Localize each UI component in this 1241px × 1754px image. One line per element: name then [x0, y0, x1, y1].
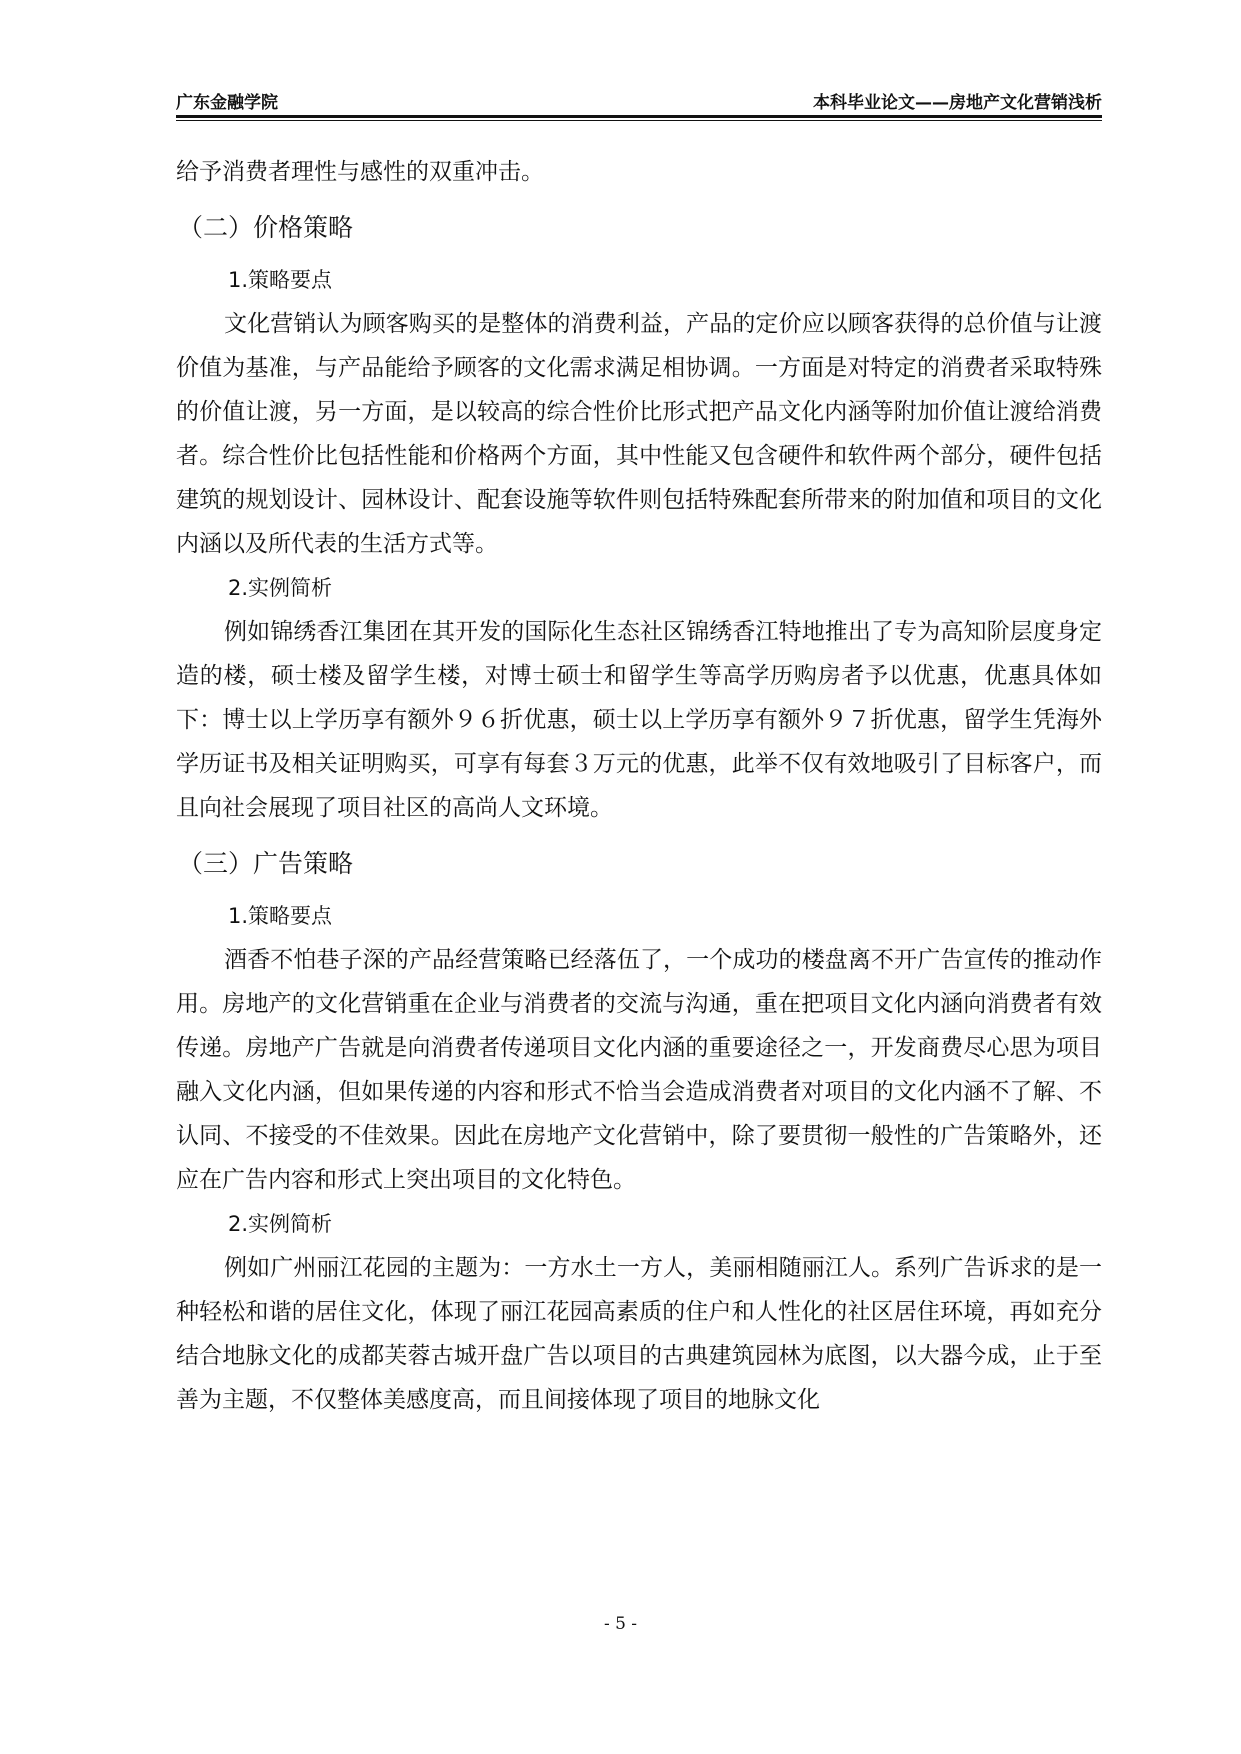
- page-body: [176, 150, 1102, 1422]
- subheading-ad-points: 1.策略要点: [228, 904, 333, 928]
- header-thesis-title: 本科毕业论文——房地产文化营销浅析: [813, 93, 1102, 113]
- paragraph-ad-example: 例如广州丽江花园的主题为：一方水土一方人，美丽相随丽江人。系列广告诉求的是一种轻松和谐的居住文化，体现了丽江花园高素质的住户和人性化的社区居住环境，再如充分结合地脉文化的成都芙蓉古城开盘广告以项目的古典建筑园林为底图，以大器今成，止于至善为主题，不仅整体美感度高，而且间接体现了项目的地脉文化: [176, 1255, 1102, 1413]
- header-institution: 广东金融学院: [176, 93, 278, 113]
- paragraph-price-example: 例如锦绣香江集团在其开发的国际化生态社区锦绣香江特地推出了专为高知阶层度身定造的楼，硕士楼及留学生楼，对博士硕士和留学生等高学历购房者予以优惠，优惠具体如下：博士以上学历享有额外９６折优惠，硕士以上学历享有额外９７折优惠，留学生凭海外学历证书及相关证明购买，可享有每套３万元的优惠，此举不仅有效地吸引了目标客户，而且向社会展现了项目社区的高尚人文环境。: [176, 619, 1102, 821]
- header-rule-thin: [176, 120, 1102, 121]
- lead-paragraph: 给予消费者理性与感性的双重冲击。: [176, 159, 544, 185]
- page-number: - 5 -: [603, 1614, 638, 1634]
- subheading-price-example: 2.实例简析: [228, 576, 333, 600]
- subheading-ad-example: 2.实例简析: [228, 1212, 333, 1236]
- paragraph-ad-points: 酒香不怕巷子深的产品经营策略已经落伍了，一个成功的楼盘离不开广告宣传的推动作用。房地产的文化营销重在企业与消费者的交流与沟通，重在把项目文化内涵向消费者有效传递。房地产广告就是向消费者传递项目文化内涵的重要途径之一，开发商费尽心思为项目融入文化内涵，但如果传递的内容和形式不恰当会造成消费者对项目的文化内涵不了解、不认同、不接受的不佳效果。因此在房地产文化营销中，除了要贯彻一般性的广告策略外，还应在广告内容和形式上突出项目的文化特色。: [176, 947, 1102, 1193]
- paragraph-price-points: 文化营销认为顾客购买的是整体的消费利益，产品的定价应以顾客获得的总价值与让渡价值为基准，与产品能给予顾客的文化需求满足相协调。一方面是对特定的消费者采取特殊的价值让渡，另一方面，是以较高的综合性价比形式把产品文化内涵等附加价值让渡给消费者。综合性价比包括性能和价格两个方面，其中性能又包含硬件和软件两个部分，硬件包括建筑的规划设计、园林设计、配套设施等软件则包括特殊配套所带来的附加值和项目的文化内涵以及所代表的生活方式等。: [176, 311, 1102, 557]
- header-rule-thick: [176, 115, 1102, 118]
- section-heading-price: （二）价格策略: [178, 213, 354, 242]
- page-header: [176, 88, 1102, 114]
- section-heading-advertising: （三）广告策略: [178, 849, 354, 878]
- subheading-price-points: 1.策略要点: [228, 268, 333, 292]
